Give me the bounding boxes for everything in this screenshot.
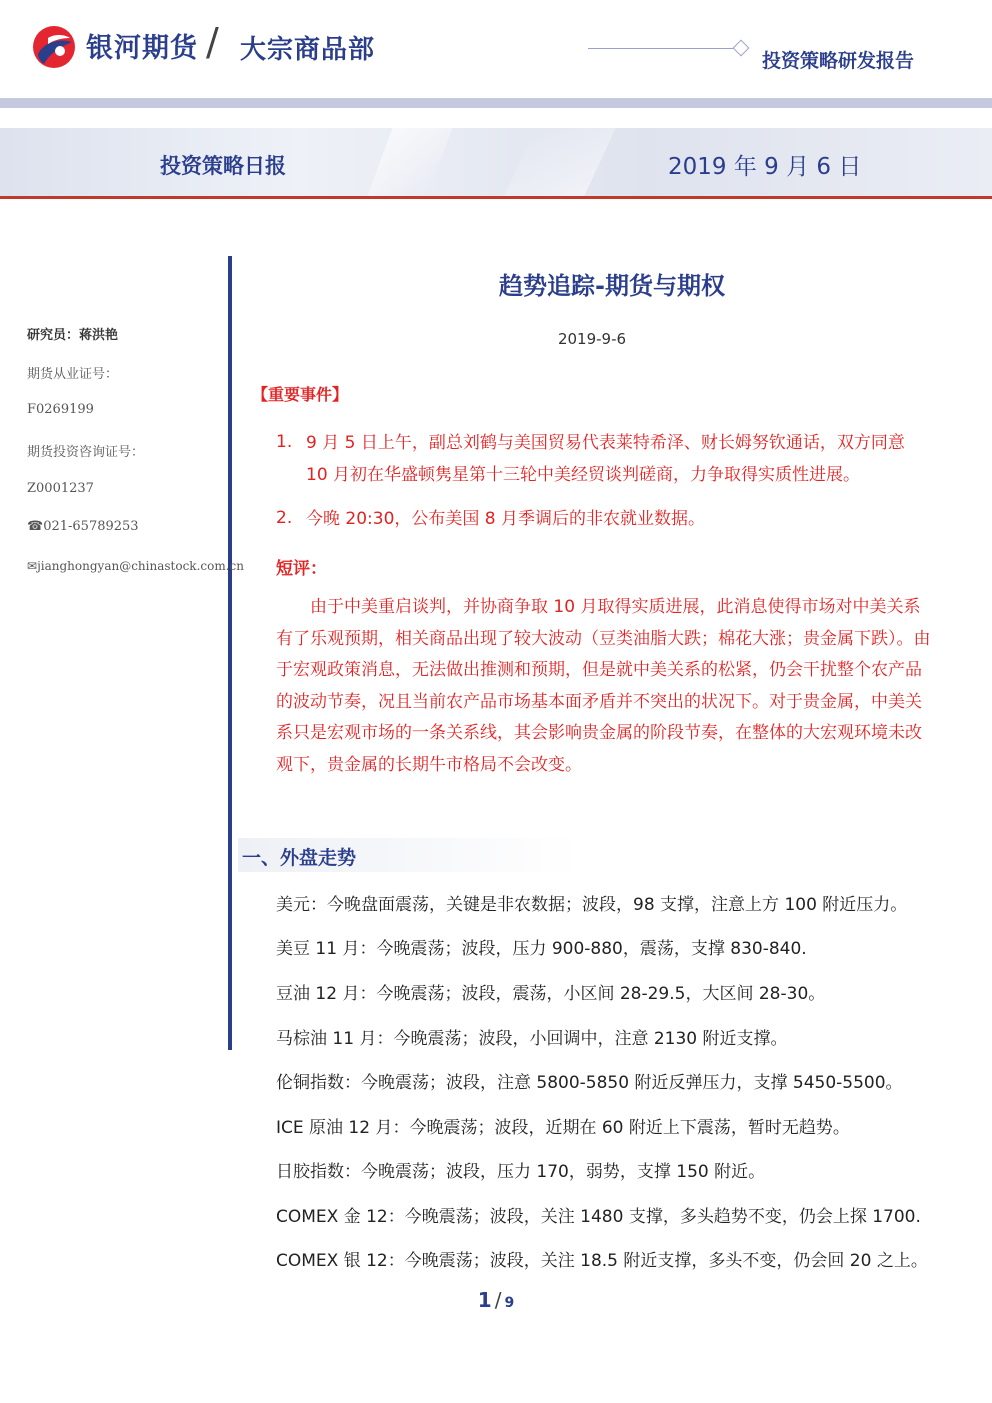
section-title: 一、外盘走势 bbox=[242, 847, 357, 869]
phone-icon: ☎ bbox=[27, 519, 44, 534]
sidebar-divider bbox=[228, 256, 232, 1050]
page-separator: / bbox=[494, 1288, 502, 1312]
market-line: COMEX 金 12：今晚震荡；波段，关注 1480 支撑，多头趋势不变，仍会上探 1700. bbox=[276, 1207, 921, 1227]
header-slash: / bbox=[206, 20, 219, 64]
document-title: 趋势追踪-期货与期权 bbox=[499, 272, 725, 300]
department-name: 大宗商品部 bbox=[240, 35, 376, 65]
company-logo-icon bbox=[30, 24, 78, 70]
event-line: 9 月 5 日上午，副总刘鹤与美国贸易代表莱特希泽、财长姆努钦通话，双方同意 bbox=[306, 433, 905, 453]
banner-date: 2019 年 9 月 6 日 bbox=[668, 154, 862, 180]
market-line: ICE 原油 12 月：今晚震荡；波段，近期在 60 附近上下震荡，暂时无趋势。 bbox=[276, 1118, 850, 1138]
email-row bbox=[27, 559, 244, 573]
event-number: 2. bbox=[276, 508, 293, 528]
banner-rule bbox=[0, 196, 992, 199]
comment-label: 短评： bbox=[276, 559, 327, 579]
phone-row bbox=[27, 519, 139, 534]
market-line: 美元：今晚盘面震荡，关键是非农数据；波段，98 支撑，注意上方 100 附近压力。 bbox=[276, 895, 908, 915]
event-item bbox=[306, 427, 931, 491]
page-indicator bbox=[440, 1288, 552, 1312]
header-band bbox=[0, 98, 992, 108]
event-number: 1. bbox=[276, 432, 293, 452]
decorative-line bbox=[588, 48, 736, 49]
phone-number: 021-65789253 bbox=[43, 519, 139, 534]
market-line: 伦铜指数：今晚震荡；波段，注意 5800-5850 附近反弹压力，支撑 5450-5500。 bbox=[276, 1073, 903, 1093]
report-type: 投资策略研发报告 bbox=[762, 50, 915, 72]
diamond-icon bbox=[733, 40, 750, 57]
document-date: 2019-9-6 bbox=[557, 330, 627, 348]
current-page: 1 bbox=[477, 1288, 492, 1312]
researcher-name: 研究员：蒋洪艳 bbox=[27, 328, 119, 343]
total-pages: 9 bbox=[504, 1295, 515, 1311]
banner-title: 投资策略日报 bbox=[160, 154, 286, 178]
events-heading: 【重要事件】 bbox=[252, 385, 349, 404]
event-item bbox=[306, 503, 931, 535]
mail-icon: ✉ bbox=[27, 559, 38, 573]
license-label: 期货从业证号： bbox=[27, 367, 119, 382]
market-line: 马棕油 11 月：今晚震荡；波段，小回调中，注意 2130 附近支撑。 bbox=[276, 1029, 788, 1049]
event-line: 10 月初在华盛顿隽星第十三轮中美经贸谈判磋商，力争取得实质性进展。 bbox=[306, 465, 861, 485]
license-number: F0269199 bbox=[27, 402, 94, 417]
market-line: COMEX 银 12：今晚震荡；波段，关注 18.5 附近支撑，多头不变，仍会回 20 之上。 bbox=[276, 1251, 928, 1271]
consult-number: Z0001237 bbox=[27, 481, 94, 496]
comment-paragraph: 由于中美重启谈判，并协商争取 10 月取得实质进展，此消息使得市场对中美关系有了乐观预期，相关商品出现了较大波动（豆类油脂大跌；棉花大涨；贵金属下跌）。由于宏观政策消息，无法做出推测和预期，但是就中美关系的松紧，仍会干扰整个农产品的波动节奏，况且当前农产品市场基本面矛盾并不突出的状况下。对于贵金属，中美关系只是宏观市场的一条关系线，其会影响贵金属的阶段节奏，在整体的大宏观环境未改观下，贵金属的长期牛市格局不会改变。 bbox=[276, 597, 931, 775]
consult-label: 期货投资咨询证号： bbox=[27, 445, 145, 460]
market-line: 豆油 12 月：今晚震荡；波段，震荡，小区间 28-29.5，大区间 28-30。 bbox=[276, 984, 826, 1004]
brand-name: 银河期货 bbox=[86, 33, 198, 64]
market-line: 美豆 11 月：今晚震荡；波段，压力 900-880，震荡，支撑 830-840. bbox=[276, 939, 807, 959]
event-line: 今晚 20:30，公布美国 8 月季调后的非农就业数据。 bbox=[306, 509, 706, 529]
email-address[interactable]: jianghongyan@chinastock.com.cn bbox=[37, 559, 244, 573]
market-line: 日胶指数：今晚震荡；波段，压力 170，弱势，支撑 150 附近。 bbox=[276, 1162, 766, 1182]
